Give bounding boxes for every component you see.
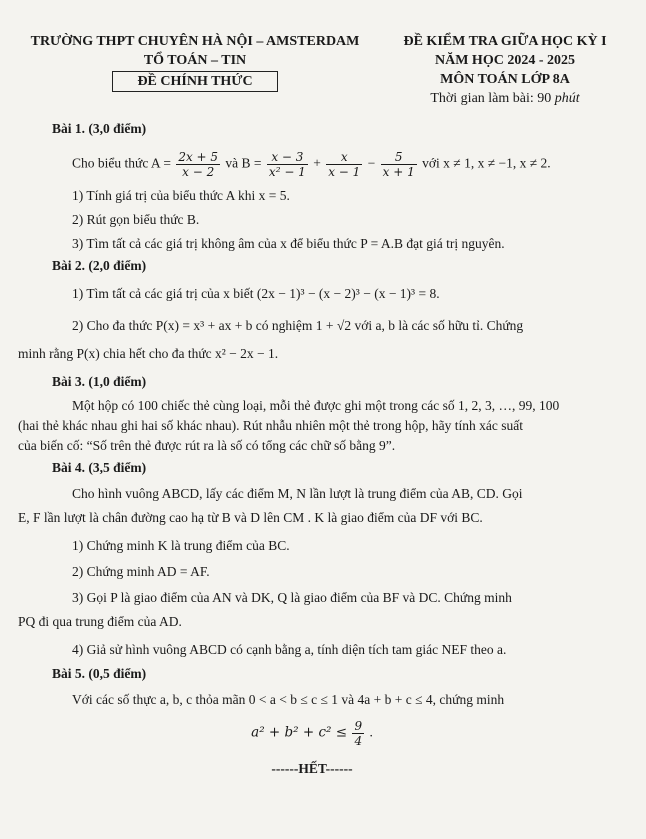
problem-4-intro2: E, F lần lượt là chân đường cao hạ từ B và D lên CM . K là giao điểm của DF với BC. bbox=[18, 510, 483, 525]
problem-4-q1: 1) Chứng minh K là trung điểm của BC. bbox=[72, 538, 290, 553]
time-unit: phút bbox=[554, 91, 580, 106]
fraction-numerator: 5 bbox=[381, 150, 417, 165]
header-right bbox=[385, 32, 625, 108]
problem-4-q3-line1: 3) Gọi P là giao điểm của AN và DK, Q là giao điểm của BF và DC. Chứng minh bbox=[72, 590, 512, 605]
problem-3-line1: Một hộp có 100 chiếc thẻ cùng loại, mỗi thẻ được ghi một trong các số 1, 2, 3, …, 99, 100 bbox=[72, 398, 560, 413]
fraction-denominator: x² − 1 bbox=[268, 165, 306, 179]
problem-2-q2-line1: 2) Cho đa thức P(x) = x³ + ax + b có nghiệm 1 + √2 với a, b là các số hữu tỉ. Chứng bbox=[72, 318, 524, 333]
exam-body bbox=[18, 120, 606, 778]
time-label: Thời gian làm bài: 90 bbox=[430, 91, 552, 106]
problem-4-q2: 2) Chứng minh AD = AF. bbox=[72, 564, 210, 579]
problem-4-q4: 4) Giả sử hình vuông ABCD có cạnh bằng a, tính diện tích tam giác NEF theo a. bbox=[72, 642, 507, 657]
problem-1-q3: 3) Tìm tất cả các giá trị không âm của x để biểu thức P = A.B đạt giá trị nguyên. bbox=[72, 236, 505, 251]
time-limit bbox=[385, 89, 625, 108]
fraction-a bbox=[176, 150, 220, 179]
inequality-lhs: a² + b² + c² ≤ bbox=[251, 724, 348, 741]
official-badge: ĐỀ CHÍNH THỨC bbox=[112, 71, 277, 92]
period: . bbox=[369, 724, 373, 740]
problem-5-inequality bbox=[18, 719, 606, 748]
problem-1-q2: 2) Rút gọn biểu thức B. bbox=[72, 212, 200, 227]
fraction-denominator: x + 1 bbox=[382, 165, 415, 179]
school-year: NĂM HỌC 2024 - 2025 bbox=[435, 53, 575, 68]
problem-4-title: Bài 4. (3,5 điểm) bbox=[52, 460, 147, 475]
fraction-numerator: 2x + 5 bbox=[178, 150, 219, 164]
fraction-nine-quarters bbox=[352, 719, 364, 748]
problem-1-title: Bài 1. (3,0 điểm) bbox=[52, 121, 147, 136]
fraction-denominator: x − 1 bbox=[328, 165, 361, 179]
problem-2-q1: 1) Tìm tất cả các giá trị của x biết (2x − 1)³ − (x − 2)³ − (x − 1)³ = 8. bbox=[72, 286, 440, 301]
header-left bbox=[20, 32, 370, 92]
fraction-b3 bbox=[381, 150, 417, 179]
problem-5-title: Bài 5. (0,5 điểm) bbox=[52, 666, 147, 681]
problem-2-title: Bài 2. (2,0 điểm) bbox=[52, 258, 147, 273]
problem-2-q2-line2: minh rằng P(x) chia hết cho đa thức x² − 2x − 1. bbox=[18, 346, 279, 361]
expr-b-intro: và B = bbox=[225, 155, 262, 171]
problem-1-q1: 1) Tính giá trị của biểu thức A khi x = 5. bbox=[72, 188, 290, 203]
fraction-b2 bbox=[326, 150, 362, 179]
problem-3-line3: của biến cố: “Số trên thẻ được rút ra là số có tổng các chữ số bằng 9”. bbox=[18, 438, 396, 453]
fraction-numerator: 9 bbox=[354, 719, 363, 733]
fraction-denominator: 4 bbox=[354, 734, 363, 748]
problem-1-expression bbox=[52, 150, 606, 179]
school-name: TRƯỜNG THPT CHUYÊN HÀ NỘI – AMSTERDAM bbox=[30, 34, 360, 49]
fraction-numerator: x bbox=[326, 150, 362, 165]
end-marker: ------HẾT------ bbox=[271, 761, 353, 776]
subject-title: MÔN TOÁN LỚP 8A bbox=[440, 72, 570, 87]
domain-condition: với x ≠ 1, x ≠ −1, x ≠ 2. bbox=[422, 155, 551, 171]
problem-3-title: Bài 3. (1,0 điểm) bbox=[52, 374, 147, 389]
department-name: TỔ TOÁN – TIN bbox=[143, 53, 247, 68]
fraction-denominator: x − 2 bbox=[182, 165, 215, 179]
problem-5-line1: Với các số thực a, b, c thỏa mãn 0 < a < b ≤ c ≤ 1 và 4a + b + c ≤ 4, chứng minh bbox=[72, 692, 505, 707]
expr-a-intro: Cho biểu thức A = bbox=[72, 155, 171, 171]
problem-4-intro1: Cho hình vuông ABCD, lấy các điểm M, N lần lượt là trung điểm của AB, CD. Gọi bbox=[72, 486, 523, 501]
problem-4-q3-line2: PQ đi qua trung điểm của AD. bbox=[18, 614, 182, 629]
fraction-numerator: x − 3 bbox=[267, 150, 308, 165]
minus-sign: − bbox=[367, 155, 376, 171]
fraction-b1 bbox=[267, 150, 308, 179]
plus-sign: + bbox=[313, 155, 321, 171]
exam-title: ĐỀ KIỂM TRA GIỮA HỌC KỲ I bbox=[403, 34, 607, 49]
problem-3-line2: (hai thẻ khác nhau ghi hai số khác nhau). Rút nhẫu nhiên một thẻ trong hộp, hãy tính xác suất bbox=[18, 418, 524, 433]
